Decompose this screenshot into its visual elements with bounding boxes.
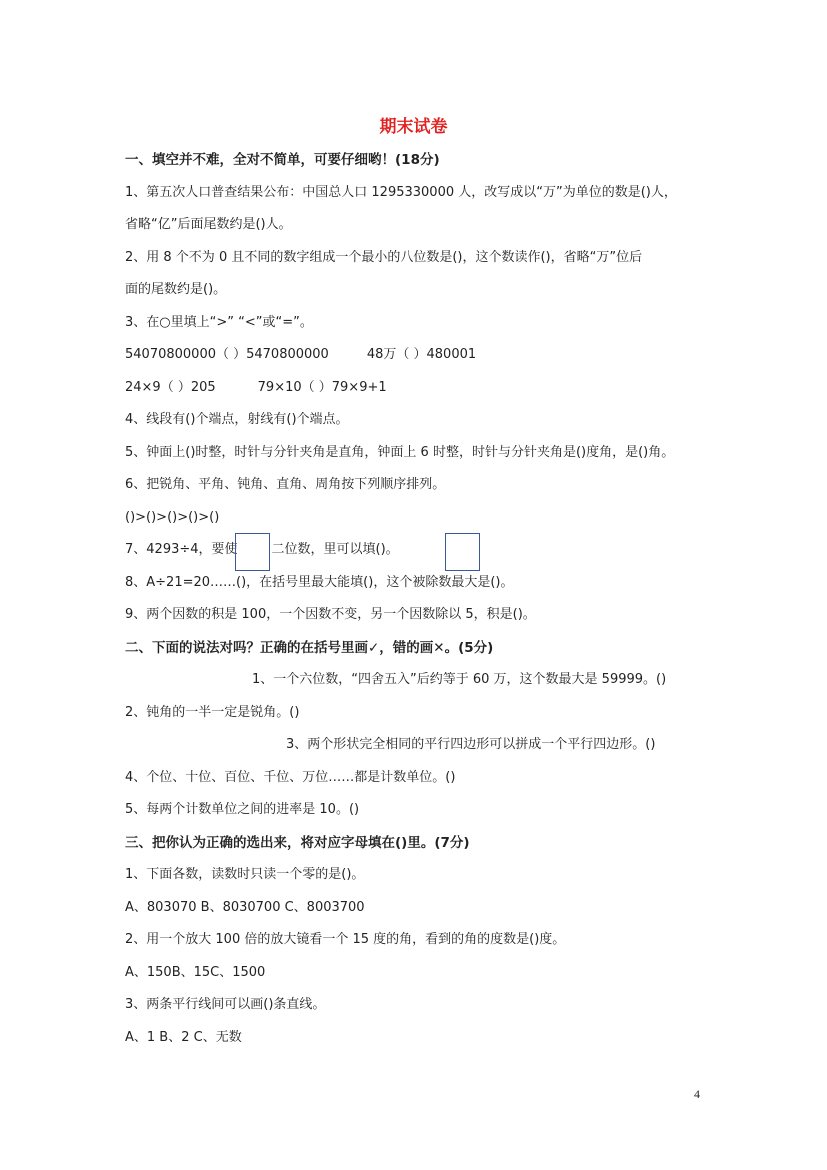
question-7-part-2: 二位数，里可以填()。 — [271, 542, 399, 557]
page-number: 4 — [694, 1087, 700, 1101]
compare-item-3: 24×9（ ）205 — [125, 380, 216, 395]
question-2-line-2: 面的尾数约是()。 — [125, 282, 227, 297]
page-title: 期末试卷 — [379, 117, 448, 137]
choice-question-2-options: A、150B、15C、1500 — [125, 965, 266, 980]
question-6: 6、把锐角、平角、钝角、直角、周角按下列顺序排列。 — [125, 477, 446, 492]
question-8: 8、A÷21=20……()，在括号里最大能填()，这个被除数最大是()。 — [125, 575, 514, 590]
choice-question-2: 2、用一个放大 100 倍的放大镜看一个 15 度的角，看到的角的度数是()度。 — [125, 932, 566, 947]
question-3-row-1 — [125, 347, 476, 363]
question-9: 9、两个因数的积是 100，一个因数不变，另一个因数除以 5，积是()。 — [125, 607, 536, 622]
compare-item-2: 48万（ ）480001 — [366, 347, 477, 362]
choice-question-1: 1、下面各数，读数时只读一个零的是()。 — [125, 867, 365, 882]
compare-item-1: 54070800000（ ）5470800000 — [125, 347, 329, 362]
choice-question-1-options: A、803070 B、8030700 C、8003700 — [125, 900, 365, 915]
judge-question-2: 2、钝角的一半一定是锐角。() — [125, 705, 300, 720]
answer-box-1[interactable] — [235, 533, 270, 571]
question-3: 3、在○里填上“>” “<”或“=”。 — [125, 315, 313, 330]
answer-box-2[interactable] — [445, 533, 480, 571]
question-1-line-1: 1、第五次人口普查结果公布：中国总人口 1295330000 人，改写成以“万”为单位的数是()人， — [125, 185, 677, 200]
question-1-line-2: 省略“亿”后面尾数约是()人。 — [125, 217, 292, 232]
section-2-heading: 二、下面的说法对吗？正确的在括号里画✓，错的画✕。(5分) — [125, 640, 494, 656]
section-3-heading: 三、把你认为正确的选出来，将对应字母填在()里。(7分) — [125, 835, 470, 851]
judge-question-4: 4、个位、十位、百位、千位、万位……都是计数单位。() — [125, 770, 456, 785]
choice-question-3-options: A、1 B、2 C、无数 — [125, 1030, 242, 1045]
judge-question-3: 3、两个形状完全相同的平行四边形可以拼成一个平行四边形。() — [286, 737, 656, 752]
choice-question-3: 3、两条平行线间可以画()条直线。 — [125, 997, 326, 1012]
question-4: 4、线段有()个端点，射线有()个端点。 — [125, 412, 349, 427]
compare-item-4: 79×10（ ）79×9+1 — [257, 380, 387, 395]
question-6-order: ()>()>()>()>() — [125, 510, 220, 525]
question-3-row-2 — [125, 380, 387, 396]
question-2-line-1: 2、用 8 个不为 0 且不同的数字组成一个最小的八位数是()，这个数读作()，省略“万”位后 — [125, 250, 643, 265]
question-5: 5、钟面上()时整，时针与分针夹角是直角，钟面上 6 时整，时针与分针夹角是()度角，是()角。 — [125, 445, 675, 460]
judge-question-5: 5、每两个计数单位之间的进率是 10。() — [125, 802, 360, 817]
question-7-part-1: 7、4293÷4，要使 — [125, 542, 238, 557]
judge-question-1: 1、一个六位数，“四舍五入”后约等于 60 万，这个数最大是 59999。() — [252, 672, 667, 687]
section-1-heading: 一、填空并不难，全对不简单，可要仔细哟！(18分) — [125, 152, 440, 168]
